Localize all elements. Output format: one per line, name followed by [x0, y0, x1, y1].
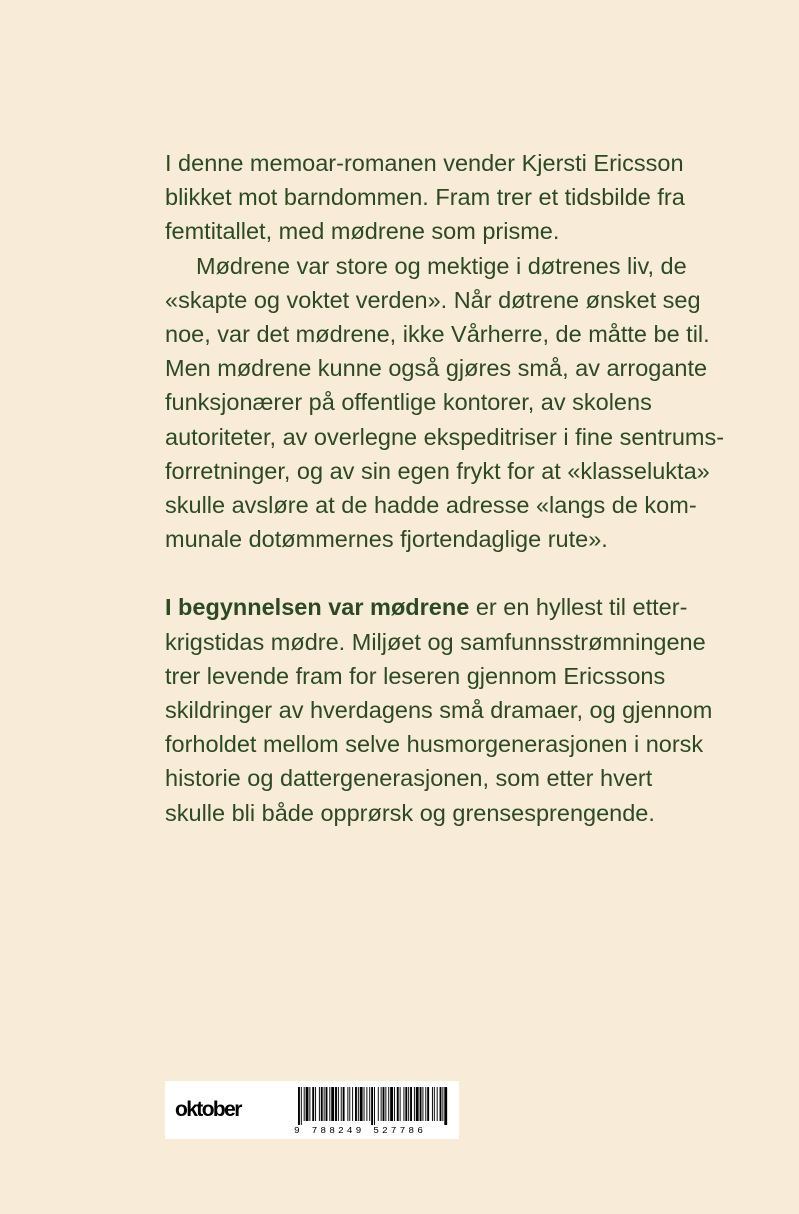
blurb-line: forretninger, og av sin egen frykt for at «klasselukta» [165, 457, 710, 484]
barcode-bar [366, 1087, 367, 1121]
barcode-bar [378, 1087, 379, 1121]
barcode-icon [165, 1081, 459, 1139]
blurb-line: I denne memoar-romanen vender Kjersti Ericsson [165, 150, 684, 176]
barcode-bar [408, 1087, 409, 1121]
barcode-bar [335, 1087, 337, 1121]
barcode-bar [440, 1087, 442, 1121]
barcode-bar [425, 1087, 426, 1121]
book-title: I begynnelsen var mødrene [165, 594, 470, 621]
barcode-bar [385, 1087, 386, 1121]
barcode-bar [410, 1087, 412, 1121]
barcode-bar [341, 1087, 342, 1121]
publisher-barcode-label [165, 1081, 459, 1139]
blurb-line: noe, var det mødrene, ikke Vårherre, de måtte be til. [165, 321, 710, 348]
barcode-bar [394, 1087, 395, 1121]
blurb-line: forholdet mellom selve husmorgenerasjonen i norsk [165, 731, 704, 758]
barcode-bar [369, 1087, 370, 1121]
barcode-bar [444, 1087, 447, 1125]
barcode-bar [388, 1087, 389, 1121]
barcode-bar [326, 1087, 328, 1121]
barcode-bar [403, 1087, 404, 1121]
barcode-bar [371, 1087, 373, 1125]
isbn-digits: 9 788249 527786 [294, 1125, 427, 1136]
blurb-line: skulle bli både opprørsk og grensesprengende. [165, 799, 655, 826]
barcode-bar [397, 1087, 399, 1121]
barcode-bar [324, 1087, 325, 1121]
barcode-bar [405, 1087, 407, 1121]
barcode-bar [442, 1087, 443, 1121]
barcode-bar [437, 1087, 438, 1121]
barcode-bar [422, 1087, 423, 1121]
back-cover-blurb [165, 146, 745, 830]
barcode-bar [312, 1087, 314, 1121]
blurb-line: blikket mot barndommen. Fram trer et tidsbilde fra [165, 184, 685, 211]
barcode-bar [427, 1087, 429, 1121]
blurb-line: skulle avsløre at de hadde adresse «langs de kom- [165, 492, 697, 519]
blurb-line: femtitallet, med mødrene som prisme. [165, 218, 560, 245]
paragraph-gap [165, 556, 745, 590]
barcode-bar [321, 1087, 323, 1121]
blurb-line [165, 590, 745, 624]
barcode-bar [349, 1087, 350, 1121]
barcode-bar [331, 1087, 334, 1121]
barcode-bar [352, 1087, 353, 1121]
barcode-bar [374, 1087, 375, 1125]
barcode-bar [329, 1087, 330, 1121]
barcode-bar [301, 1087, 302, 1125]
blurb-line: munale dotømmernes fjortendaglige rute». [165, 526, 608, 553]
blurb-line: «skapte og voktet verden». Når døtrene ønsket seg [165, 286, 701, 313]
blurb-text: er en hyllest til etter- [469, 594, 688, 621]
barcode-bar [355, 1087, 357, 1121]
barcode-bar [309, 1087, 310, 1121]
blurb-line: skildringer av hverdagens små dramaer, og gjennom [165, 697, 713, 724]
barcode-bar [414, 1087, 415, 1121]
barcode-bar [434, 1087, 435, 1121]
barcode-bar [315, 1087, 316, 1121]
barcode-bar [383, 1087, 385, 1121]
barcode-bar [358, 1087, 359, 1121]
barcode-bar [360, 1087, 363, 1121]
barcode-bar [347, 1087, 348, 1121]
barcode-bar [432, 1087, 433, 1121]
barcode-bar [390, 1087, 393, 1121]
barcode-bar [304, 1087, 305, 1121]
barcode-bar [306, 1087, 309, 1121]
barcode-bar [400, 1087, 401, 1121]
blurb-line: funksjonærer på offentlige kontorer, av skolens [165, 389, 652, 416]
blurb-line: krigstidas mødre. Miljøet og samfunnsstrømningene [165, 628, 706, 655]
barcode-bar [319, 1087, 320, 1121]
barcode-bar [298, 1087, 300, 1125]
barcode-bar [364, 1087, 365, 1121]
barcode-bar [343, 1087, 345, 1121]
blurb-line: historie og dattergenerasjonen, som etter hvert [165, 765, 653, 792]
barcode-bar [381, 1087, 382, 1121]
barcode-bar [338, 1087, 339, 1121]
blurb-line: Men mødrene kunne også gjøres små, av arrogante [165, 355, 708, 382]
blurb-line: Mødrene var store og mektige i døtrenes liv, de [196, 252, 687, 279]
blurb-line: trer levende fram for leseren gjennom Ericssons [165, 662, 666, 689]
blurb-line: autoriteter, av overlegne ekspeditriser i fine sentrums- [165, 423, 725, 450]
barcode-bar [420, 1087, 422, 1121]
publisher-logo: oktober [175, 1098, 241, 1121]
barcode-bar [416, 1087, 419, 1121]
